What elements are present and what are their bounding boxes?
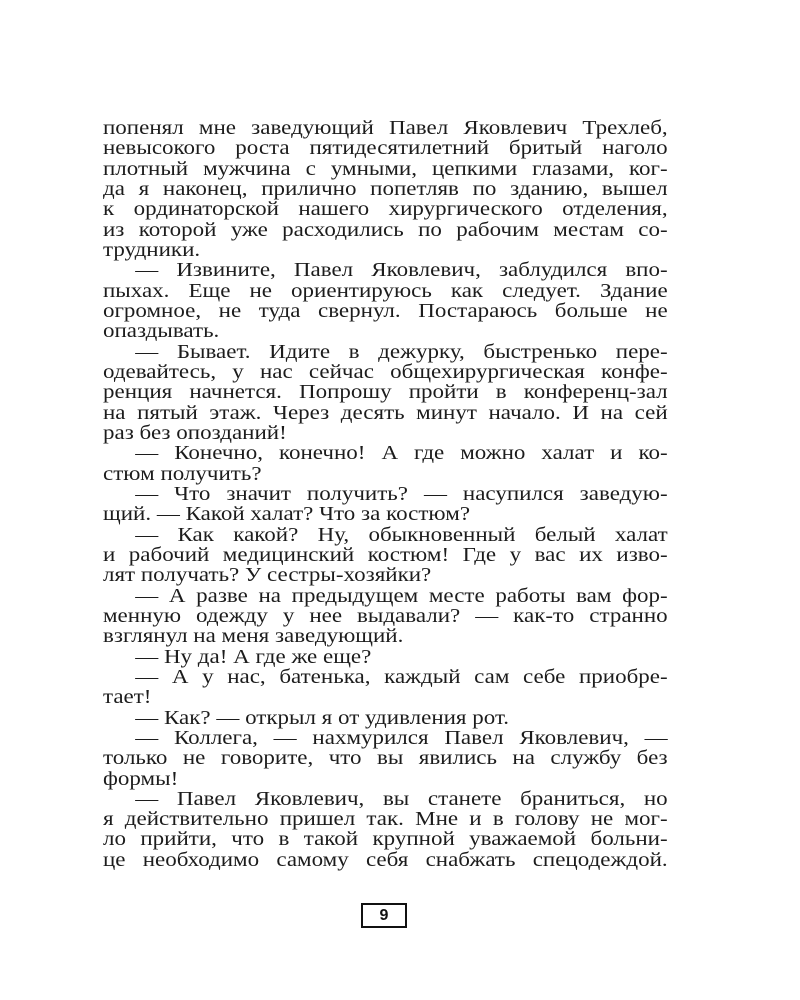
- text-line: огромное, не туда свернул. Постараюсь больше не: [103, 299, 668, 322]
- text-line: — Что значит получить? — насупился заведую-: [135, 482, 668, 505]
- paragraph: [103, 525, 668, 586]
- text-line: — Бывает. Идите в дежурку, быстренько пере-: [135, 340, 668, 363]
- text-line: — А разве на предыдущем месте работы вам фор-: [135, 584, 668, 607]
- text-line: из которой уже расходились по рабочим местам со-: [103, 218, 668, 241]
- text-line: це необходимо самому себя снабжать спецодеждой.: [103, 848, 668, 871]
- text-line: я действительно пришел так. Мне и в голову не мог-: [103, 808, 668, 831]
- paragraph: [103, 484, 668, 525]
- paragraph: [103, 708, 668, 728]
- paragraph: [103, 118, 668, 260]
- text-line: плотный мужчина с умными, цепкими глазами, ког-: [103, 157, 668, 180]
- paragraph: [103, 789, 668, 870]
- text-line: формы!: [103, 767, 179, 790]
- text-line: пыхах. Еще не ориентируюсь как следует. Здание: [103, 279, 668, 302]
- text-line: на пятый этаж. Через десять минут начало. И на сей: [103, 401, 668, 424]
- body-text: [103, 118, 668, 870]
- text-line: — Как какой? Ну, обыкновенный белый халат: [135, 523, 668, 546]
- text-line: — Как? — открыл я от удивления рот.: [135, 706, 510, 729]
- text-line: и рабочий медицинский костюм! Где у вас их изво-: [103, 543, 668, 566]
- text-line: — А у нас, батенька, каждый сам себе приобре-: [135, 665, 668, 688]
- paragraph: [103, 342, 668, 444]
- text-line: невысокого роста пятидесятилетний бритый наголо: [103, 137, 668, 160]
- paragraph: [103, 647, 668, 667]
- text-line: стюм получить?: [103, 462, 262, 485]
- text-line: — Конечно, конечно! А где можно халат и ко-: [135, 442, 668, 465]
- text-line: тает!: [103, 686, 152, 709]
- text-line: взглянул на меня заведующий.: [103, 625, 404, 648]
- text-line: щий. — Какой халат? Что за костюм?: [103, 503, 471, 526]
- text-line: — Павел Яковлевич, вы станете браниться, но: [135, 787, 668, 810]
- text-line: только не говорите, что вы явились на службу без: [103, 747, 668, 770]
- text-line: лят получать? У сестры-хозяйки?: [103, 564, 432, 587]
- paragraph: [103, 443, 668, 484]
- text-line: — Извините, Павел Яковлевич, заблудился впо-: [135, 259, 668, 282]
- text-line: раз без опозданий!: [103, 421, 287, 444]
- text-line: одевайтесь, у нас сейчас общехирургическая конфе-: [103, 360, 668, 383]
- paragraph: [103, 667, 668, 708]
- page-number: 9: [361, 903, 407, 928]
- text-line: опаздывать.: [103, 320, 220, 343]
- paragraph: [103, 728, 668, 789]
- text-line: попенял мне заведующий Павел Яковлевич Трехлеб,: [103, 117, 668, 139]
- text-line: к ординаторской нашего хирургического отделения,: [103, 198, 668, 221]
- text-line: трудники.: [103, 238, 201, 261]
- text-line: да я наконец, прилично попетляв по зданию, вышел: [103, 177, 668, 200]
- text-line: — Ну да! А где же еще?: [135, 645, 372, 668]
- text-line: — Коллега, — нахмурился Павел Яковлевич, —: [135, 726, 668, 749]
- paragraph: [103, 260, 668, 341]
- paragraph: [103, 586, 668, 647]
- text-line: ло прийти, что в такой крупной уважаемой больни-: [103, 828, 668, 851]
- text-line: ренция начнется. Попрошу пройти в конференц-зал: [103, 381, 668, 404]
- text-line: менную одежду у нее выдавали? — как-то странно: [103, 604, 668, 627]
